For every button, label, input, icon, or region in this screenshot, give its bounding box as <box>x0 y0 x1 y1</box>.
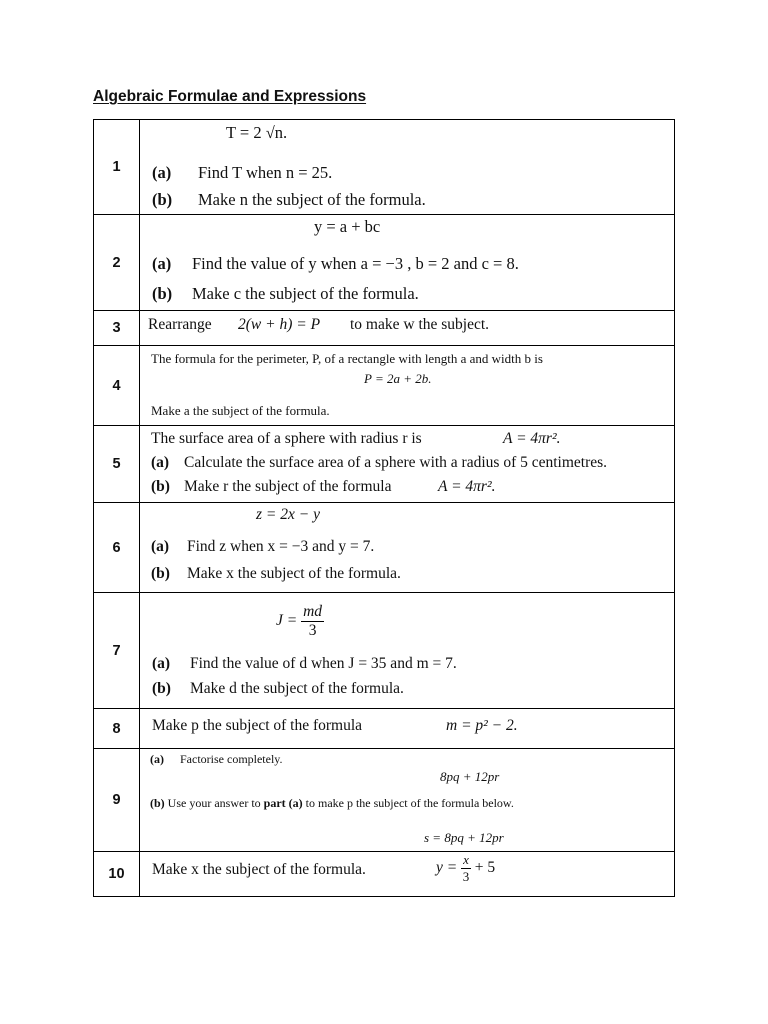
question-number: 8 <box>94 709 140 749</box>
part-label: (a) <box>152 655 171 672</box>
table-row <box>94 215 675 311</box>
formula: z = 2x − y <box>256 506 320 523</box>
fraction <box>461 852 471 885</box>
formula-lhs: J = <box>276 612 298 630</box>
part-text: Calculate the surface area of a sphere with a radius of 5 centimetres. <box>184 454 608 471</box>
intro-text: The formula for the perimeter, P, of a rectangle with length a and width b is <box>151 351 543 366</box>
fraction-numerator: x <box>463 852 469 867</box>
part-text: Make r the subject of the formula <box>184 478 392 495</box>
fraction-denominator: 3 <box>308 622 317 639</box>
formula-rhs: + 5 <box>474 859 496 877</box>
question-number: 10 <box>94 852 140 897</box>
part-label: (b) <box>150 796 165 810</box>
part-label: (a) <box>150 752 164 766</box>
question-number: 5 <box>94 426 140 503</box>
table-row <box>94 120 675 215</box>
question-body <box>140 503 675 593</box>
question-number: 3 <box>94 311 140 346</box>
formula <box>436 852 495 885</box>
question-number: 4 <box>94 346 140 426</box>
part-text: Make d the subject of the formula. <box>190 680 404 697</box>
instruction-text: Make x the subject of the formula. <box>152 861 366 878</box>
part-label: (b) <box>152 680 171 697</box>
question-number: 9 <box>94 749 140 852</box>
part-text: Make x the subject of the formula. <box>187 565 401 582</box>
question-body <box>140 852 675 897</box>
part-text: Find the value of d when J = 35 and m = 7. <box>190 655 457 672</box>
table-row <box>94 503 675 593</box>
fraction-numerator: md <box>303 603 323 620</box>
question-body <box>140 215 675 311</box>
formula: A = 4πr². <box>438 478 496 495</box>
question-number: 7 <box>94 593 140 709</box>
table-row <box>94 426 675 503</box>
part-text: Find the value of y when a = −3 , b = 2 and c = 8. <box>192 254 519 273</box>
part-text: Make n the subject of the formula. <box>198 190 426 209</box>
question-body <box>140 346 675 426</box>
part-label: (b) <box>152 284 173 303</box>
instruction-text: Rearrange <box>148 316 212 333</box>
formula: 2(w + h) = P <box>238 316 321 333</box>
instruction-text: Make p the subject of the formula <box>152 717 363 734</box>
question-number: 2 <box>94 215 140 311</box>
table-row <box>94 709 675 749</box>
formula: 8pq + 12pr <box>440 769 500 784</box>
question-body <box>140 311 675 346</box>
part-label: (a) <box>152 254 172 273</box>
question-body <box>140 120 675 215</box>
question-body <box>140 709 675 749</box>
part-label: (b) <box>151 478 170 495</box>
part-label: (b) <box>151 565 170 582</box>
part-text: (b) Use your answer to part (a) to make p the subject of the formula below. <box>150 796 514 810</box>
instruction-text: Make a the subject of the formula. <box>151 403 330 418</box>
question-body <box>140 593 675 709</box>
part-label: (a) <box>151 454 170 471</box>
instruction-text: to make w the subject. <box>350 316 490 333</box>
formula: m = p² − 2. <box>446 717 518 734</box>
table-row <box>94 346 675 426</box>
part-text: Factorise completely. <box>180 752 283 766</box>
formula: P = 2a + 2b. <box>364 371 432 386</box>
question-body <box>140 426 675 503</box>
table-row <box>94 749 675 852</box>
part-text: Find z when x = −3 and y = 7. <box>187 538 375 555</box>
table-row <box>94 593 675 709</box>
formula: y = a + bc <box>314 217 381 236</box>
formula-lhs: y = <box>436 859 458 877</box>
formula: A = 4πr². <box>503 430 561 447</box>
part-label: (a) <box>151 538 170 555</box>
part-label: (b) <box>152 190 173 209</box>
part-label: (a) <box>152 163 172 182</box>
part-text: Make c the subject of the formula. <box>192 284 419 303</box>
question-body <box>140 749 675 852</box>
formula: s = 8pq + 12pr <box>424 830 504 845</box>
part-reference: part (a) <box>263 796 303 810</box>
intro-text: The surface area of a sphere with radius r is <box>151 430 422 447</box>
question-number: 1 <box>94 120 140 215</box>
fraction <box>301 603 324 640</box>
formula: T = 2 √n. <box>226 123 288 142</box>
questions-table <box>93 119 675 897</box>
formula <box>276 603 324 640</box>
question-number: 6 <box>94 503 140 593</box>
table-row <box>94 311 675 346</box>
page-title: Algebraic Formulae and Expressions <box>93 88 367 105</box>
fraction-denominator: 3 <box>462 869 470 884</box>
table-row <box>94 852 675 897</box>
part-text: Find T when n = 25. <box>198 163 333 182</box>
